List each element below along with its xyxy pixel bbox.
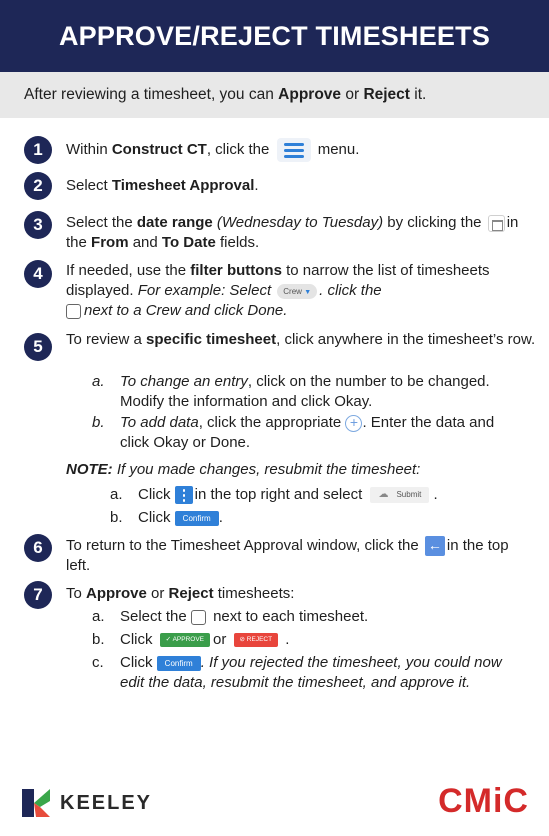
more-vertical-icon xyxy=(175,486,193,504)
submit-button-image: ☁ Submit xyxy=(370,487,429,503)
note: NOTE: If you made changes, resubmit the timesheet: xyxy=(66,461,421,478)
keeley-logo: KEELEY xyxy=(22,787,152,819)
confirm-button-image: Confirm xyxy=(157,656,201,671)
intro-reject: Reject xyxy=(363,86,410,103)
chevron-down-icon: ▼ xyxy=(304,288,312,296)
confirm-button-image: Confirm xyxy=(175,511,219,526)
step-1-badge: 1 xyxy=(24,136,52,164)
cloud-upload-icon: ☁ xyxy=(378,489,389,501)
step-7-badge: 7 xyxy=(24,581,52,609)
intro-text: After reviewing a timesheet, you can xyxy=(24,86,279,103)
hamburger-menu-icon xyxy=(277,138,311,162)
step-5-text: To review a specific timesheet, click anywhere in the timesheet’s row. xyxy=(66,331,536,348)
crew-filter-chip: Crew ▼ xyxy=(277,284,317,299)
calendar-icon xyxy=(488,215,505,232)
step-2-text: Select Timesheet Approval. xyxy=(66,177,259,194)
checkbox-icon xyxy=(191,610,206,625)
cmic-logo: CMiC xyxy=(438,782,529,820)
approve-button-image: ✓ APPROVE xyxy=(160,633,210,647)
step-2-badge: 2 xyxy=(24,172,52,200)
reject-button-image: ⊘ REJECT xyxy=(234,633,279,647)
step-3-badge: 3 xyxy=(24,211,52,239)
step-3-text: Select the date range (Wednesday to Tuesday) by clicking the in the From and To Date fields. xyxy=(66,214,519,251)
page-title: APPROVE/REJECT TIMESHEETS xyxy=(58,20,491,51)
add-circle-icon: + xyxy=(345,415,362,432)
intro-or: or xyxy=(341,86,364,103)
step-4-badge: 4 xyxy=(24,260,52,288)
step-7-text: To Approve or Reject timesheets: xyxy=(66,585,295,602)
intro-approve: Approve xyxy=(278,86,342,103)
step-5-badge: 5 xyxy=(24,333,52,361)
header-banner xyxy=(0,0,549,72)
keeley-mark-icon xyxy=(22,789,50,817)
back-arrow-icon: ← xyxy=(425,536,445,556)
intro-end: it. xyxy=(409,86,427,103)
step-4-text: If needed, use the filter buttons to narrow the list of timesheets displayed. For example: Select Crew ▼ . click the next to a Crew and click Done. xyxy=(66,262,490,319)
intro-bar xyxy=(0,72,549,118)
step-6-text: To return to the Timesheet Approval window, click the ← in the top left. xyxy=(66,537,509,575)
step-6-badge: 6 xyxy=(24,534,52,562)
step-1-text: Within Construct CT, click the menu. xyxy=(66,138,536,162)
checkbox-icon xyxy=(66,304,81,319)
